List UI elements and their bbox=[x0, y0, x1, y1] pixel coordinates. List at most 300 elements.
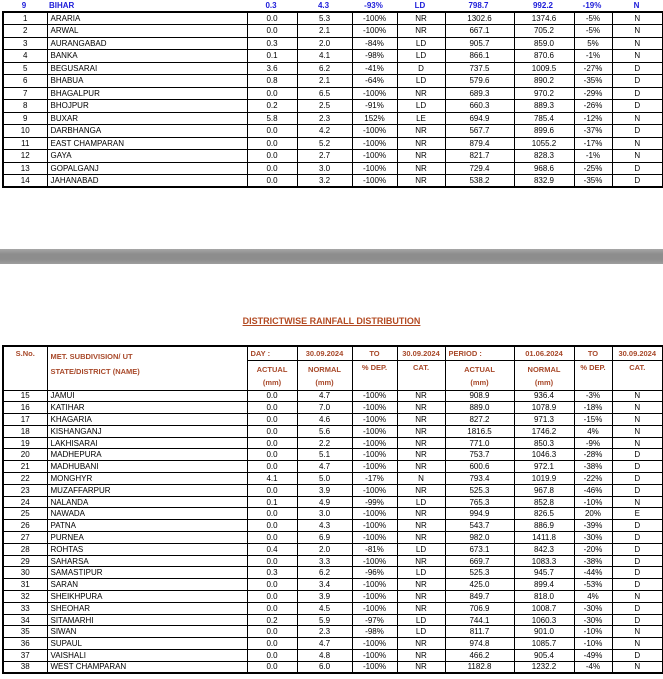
table-row bbox=[3, 591, 663, 603]
data-cell: N bbox=[633, 1, 640, 10]
data-cell: 6.2 bbox=[297, 567, 352, 579]
data-cell: -30% bbox=[574, 614, 612, 626]
header-day-label: DAY : bbox=[247, 346, 297, 360]
data-cell: 0.0 bbox=[247, 162, 297, 175]
serial-number-cell: 34 bbox=[3, 614, 47, 626]
data-cell: -35% bbox=[574, 75, 612, 88]
data-cell: 842.3 bbox=[514, 543, 574, 555]
data-cell: -3% bbox=[574, 390, 612, 402]
data-cell: NR bbox=[397, 25, 445, 38]
header-day-normal bbox=[297, 360, 352, 390]
serial-number-cell: 21 bbox=[3, 461, 47, 473]
data-cell: LD bbox=[397, 75, 445, 88]
data-cell: D bbox=[612, 543, 663, 555]
data-cell: -38% bbox=[574, 555, 612, 567]
data-cell: 994.9 bbox=[445, 508, 514, 520]
data-cell: 0.0 bbox=[247, 661, 297, 673]
districts-table-top-section bbox=[0, 11, 663, 188]
table-row bbox=[3, 532, 663, 544]
data-cell: 737.5 bbox=[445, 62, 514, 75]
data-cell: NR bbox=[397, 402, 445, 414]
data-cell: 0.0 bbox=[247, 484, 297, 496]
data-cell: D bbox=[612, 614, 663, 626]
data-cell: LD bbox=[397, 543, 445, 555]
data-cell: D bbox=[612, 650, 663, 662]
serial-number-cell: 35 bbox=[3, 626, 47, 638]
data-cell: NR bbox=[397, 437, 445, 449]
data-cell: N bbox=[612, 591, 663, 603]
data-cell: 4% bbox=[574, 591, 612, 603]
data-cell: D bbox=[612, 520, 663, 532]
data-cell: 968.6 bbox=[514, 162, 574, 175]
data-cell: 5.2 bbox=[297, 137, 352, 150]
district-name-cell: PURNEA bbox=[47, 532, 247, 544]
table-row bbox=[3, 112, 663, 125]
data-cell: 852.8 bbox=[514, 496, 574, 508]
data-cell: -26% bbox=[574, 100, 612, 113]
data-cell: D bbox=[612, 87, 663, 100]
data-cell: -17% bbox=[574, 137, 612, 150]
serial-number-cell: 25 bbox=[3, 508, 47, 520]
data-cell: E bbox=[612, 508, 663, 520]
data-cell: -100% bbox=[352, 555, 397, 567]
data-cell: 4.7 bbox=[297, 461, 352, 473]
header-period-dep: % DEP. bbox=[574, 360, 612, 390]
unit-label: (mm) bbox=[315, 377, 334, 387]
data-cell: -100% bbox=[352, 437, 397, 449]
data-cell: 811.7 bbox=[445, 626, 514, 638]
data-cell: D bbox=[612, 75, 663, 88]
data-cell: 3.0 bbox=[297, 162, 352, 175]
data-cell: 5.1 bbox=[297, 449, 352, 461]
data-cell: 3.9 bbox=[297, 484, 352, 496]
data-cell: 2.1 bbox=[297, 25, 352, 38]
header-day-to-date: 30.09.2024 bbox=[397, 346, 445, 360]
table-row bbox=[3, 579, 663, 591]
data-cell: 744.1 bbox=[445, 614, 514, 626]
data-cell: 4.2 bbox=[297, 125, 352, 138]
serial-number-cell: 10 bbox=[3, 125, 47, 138]
district-name-cell: SAMASTIPUR bbox=[47, 567, 247, 579]
data-cell: D bbox=[612, 473, 663, 485]
data-cell: 0.1 bbox=[247, 50, 297, 63]
data-cell: 706.9 bbox=[445, 602, 514, 614]
district-name-cell: WEST CHAMPARAN bbox=[47, 661, 247, 673]
data-cell: 0.0 bbox=[247, 87, 297, 100]
data-cell: 4.3 bbox=[297, 520, 352, 532]
data-cell: N bbox=[612, 150, 663, 163]
data-cell: 4.7 bbox=[297, 390, 352, 402]
data-cell: 826.5 bbox=[514, 508, 574, 520]
data-cell: NR bbox=[397, 508, 445, 520]
serial-number-cell: 33 bbox=[3, 602, 47, 614]
data-cell: 1009.5 bbox=[514, 62, 574, 75]
table-row bbox=[3, 50, 663, 63]
data-cell: -96% bbox=[352, 567, 397, 579]
table-row bbox=[3, 555, 663, 567]
data-cell: D bbox=[612, 484, 663, 496]
data-cell: 793.4 bbox=[445, 473, 514, 485]
data-cell: -44% bbox=[574, 567, 612, 579]
data-cell: LD bbox=[397, 37, 445, 50]
data-cell: 152% bbox=[352, 112, 397, 125]
data-cell: 798.7 bbox=[468, 1, 489, 10]
data-cell: -100% bbox=[352, 484, 397, 496]
data-cell: -49% bbox=[574, 650, 612, 662]
data-cell: 0.0 bbox=[247, 602, 297, 614]
data-cell: 0.0 bbox=[247, 137, 297, 150]
data-cell: LD bbox=[397, 626, 445, 638]
district-name-cell: KHAGARIA bbox=[47, 414, 247, 426]
table-row bbox=[3, 75, 663, 88]
data-cell: 660.3 bbox=[445, 100, 514, 113]
district-name-cell: ARARIA bbox=[47, 12, 247, 25]
data-cell: 5.3 bbox=[297, 12, 352, 25]
data-cell: 4.8 bbox=[297, 650, 352, 662]
serial-number-cell: 22 bbox=[3, 473, 47, 485]
data-cell: 0.0 bbox=[247, 650, 297, 662]
data-cell: 901.0 bbox=[514, 626, 574, 638]
data-cell: -1% bbox=[574, 50, 612, 63]
data-cell: N bbox=[612, 437, 663, 449]
data-cell: 0.8 bbox=[247, 75, 297, 88]
table-row bbox=[3, 25, 663, 38]
page-break-bar bbox=[0, 249, 663, 264]
state-summary-section bbox=[0, 0, 663, 11]
data-cell: -100% bbox=[352, 425, 397, 437]
data-cell: N bbox=[612, 425, 663, 437]
serial-number-cell: 3 bbox=[3, 37, 47, 50]
data-cell: 0.0 bbox=[247, 626, 297, 638]
header-day-to-word: TO bbox=[352, 346, 397, 360]
table-row bbox=[3, 414, 663, 426]
data-cell: -30% bbox=[574, 602, 612, 614]
data-cell: 538.2 bbox=[445, 175, 514, 188]
data-cell: -100% bbox=[352, 150, 397, 163]
data-cell: -30% bbox=[574, 532, 612, 544]
serial-number-cell: 9 bbox=[21, 1, 27, 10]
data-cell: 2.5 bbox=[297, 100, 352, 113]
table-row bbox=[3, 437, 663, 449]
table-row bbox=[3, 496, 663, 508]
data-cell: 6.5 bbox=[297, 87, 352, 100]
data-cell: 7.0 bbox=[297, 402, 352, 414]
table-row bbox=[3, 626, 663, 638]
data-cell: 525.3 bbox=[445, 484, 514, 496]
data-cell: -38% bbox=[574, 461, 612, 473]
data-cell: 6.2 bbox=[297, 62, 352, 75]
header-sno: S.No. bbox=[3, 346, 47, 390]
district-name-cell: KISHANGANJ bbox=[47, 425, 247, 437]
data-cell: 970.2 bbox=[514, 87, 574, 100]
data-cell: -100% bbox=[352, 508, 397, 520]
data-cell: LD bbox=[397, 50, 445, 63]
serial-number-cell: 17 bbox=[3, 414, 47, 426]
data-cell: -84% bbox=[352, 37, 397, 50]
data-cell: -98% bbox=[352, 50, 397, 63]
data-cell: LD bbox=[397, 567, 445, 579]
serial-number-cell: 12 bbox=[3, 150, 47, 163]
data-cell: 579.6 bbox=[445, 75, 514, 88]
table-row bbox=[3, 473, 663, 485]
data-cell: NR bbox=[397, 137, 445, 150]
district-name-cell: SHEOHAR bbox=[47, 602, 247, 614]
district-name-cell: EAST CHAMPARAN bbox=[47, 137, 247, 150]
data-cell: N bbox=[612, 496, 663, 508]
data-cell: 0.0 bbox=[247, 579, 297, 591]
data-cell: -10% bbox=[574, 638, 612, 650]
data-cell: NR bbox=[397, 484, 445, 496]
data-cell: 849.7 bbox=[445, 591, 514, 603]
data-cell: D bbox=[612, 62, 663, 75]
data-cell: 4% bbox=[574, 425, 612, 437]
table-row bbox=[3, 638, 663, 650]
data-cell: 905.4 bbox=[514, 650, 574, 662]
serial-number-cell: 38 bbox=[3, 661, 47, 673]
data-cell: LD bbox=[414, 1, 426, 10]
data-cell: 694.9 bbox=[445, 112, 514, 125]
data-cell: -10% bbox=[574, 496, 612, 508]
district-name-cell: ROHTAS bbox=[47, 543, 247, 555]
district-name-cell: LAKHISARAI bbox=[47, 437, 247, 449]
data-cell: -100% bbox=[352, 461, 397, 473]
data-cell: 5.9 bbox=[297, 614, 352, 626]
district-name-cell: DARBHANGA bbox=[47, 125, 247, 138]
table-row bbox=[3, 175, 663, 188]
data-cell: -81% bbox=[352, 543, 397, 555]
data-cell: LD bbox=[397, 614, 445, 626]
data-cell: -91% bbox=[352, 100, 397, 113]
data-cell: 1083.3 bbox=[514, 555, 574, 567]
data-cell: N bbox=[612, 112, 663, 125]
data-cell: D bbox=[612, 555, 663, 567]
data-cell: 886.9 bbox=[514, 520, 574, 532]
serial-number-cell: 30 bbox=[3, 567, 47, 579]
data-cell: N bbox=[612, 414, 663, 426]
district-name-cell: BHABUA bbox=[47, 75, 247, 88]
data-cell: 753.7 bbox=[445, 449, 514, 461]
district-name-cell: SARAN bbox=[47, 579, 247, 591]
data-cell: N bbox=[612, 25, 663, 38]
data-cell: -99% bbox=[352, 496, 397, 508]
district-name-cell: BHOJPUR bbox=[47, 100, 247, 113]
district-name-cell: GOPALGANJ bbox=[47, 162, 247, 175]
data-cell: D bbox=[612, 461, 663, 473]
whitespace-gap bbox=[0, 264, 663, 315]
header-period-from-date: 01.06.2024 bbox=[514, 346, 574, 360]
serial-number-cell: 18 bbox=[3, 425, 47, 437]
data-cell: 0.0 bbox=[247, 520, 297, 532]
data-cell: -97% bbox=[352, 614, 397, 626]
data-cell: 1816.5 bbox=[445, 425, 514, 437]
table-row bbox=[3, 484, 663, 496]
data-cell: -100% bbox=[352, 87, 397, 100]
data-cell: 818.0 bbox=[514, 591, 574, 603]
data-cell: -25% bbox=[574, 162, 612, 175]
district-name-cell: KATIHAR bbox=[47, 402, 247, 414]
data-cell: -17% bbox=[352, 473, 397, 485]
table-row bbox=[3, 87, 663, 100]
data-cell: N bbox=[612, 626, 663, 638]
data-cell: -15% bbox=[574, 414, 612, 426]
data-cell: 0.0 bbox=[247, 461, 297, 473]
table-row bbox=[3, 650, 663, 662]
data-cell: 6.9 bbox=[297, 532, 352, 544]
serial-number-cell: 36 bbox=[3, 638, 47, 650]
data-cell: 0.0 bbox=[247, 555, 297, 567]
serial-number-cell: 37 bbox=[3, 650, 47, 662]
data-cell: 0.1 bbox=[247, 496, 297, 508]
data-cell: 967.8 bbox=[514, 484, 574, 496]
data-cell: 0.2 bbox=[247, 100, 297, 113]
district-name-cell: SAHARSA bbox=[47, 555, 247, 567]
data-cell: 2.1 bbox=[297, 75, 352, 88]
data-cell: -39% bbox=[574, 520, 612, 532]
data-cell: 0.0 bbox=[247, 425, 297, 437]
district-name-cell: VAISHALI bbox=[47, 650, 247, 662]
data-cell: -41% bbox=[352, 62, 397, 75]
col-label: ACTUAL bbox=[256, 364, 288, 374]
data-cell: 4.3 bbox=[317, 1, 330, 10]
header-day-from-date: 30.09.2024 bbox=[297, 346, 352, 360]
data-cell: 20% bbox=[574, 508, 612, 520]
data-cell: 0.0 bbox=[247, 390, 297, 402]
data-cell: D bbox=[612, 602, 663, 614]
data-cell: 6.0 bbox=[297, 661, 352, 673]
data-cell: 2.3 bbox=[297, 112, 352, 125]
data-cell: 936.4 bbox=[514, 390, 574, 402]
data-cell: NR bbox=[397, 591, 445, 603]
data-cell: 2.0 bbox=[297, 37, 352, 50]
data-cell: 0.0 bbox=[247, 437, 297, 449]
data-cell: NR bbox=[397, 425, 445, 437]
data-cell: 0.3 bbox=[265, 1, 277, 10]
data-cell: 543.7 bbox=[445, 520, 514, 532]
header-period-actual bbox=[445, 360, 514, 390]
data-cell: 771.0 bbox=[445, 437, 514, 449]
data-cell: NR bbox=[397, 12, 445, 25]
data-cell: -100% bbox=[352, 12, 397, 25]
data-cell: 5.0 bbox=[297, 473, 352, 485]
data-cell: NR bbox=[397, 390, 445, 402]
district-name-cell: GAYA bbox=[47, 150, 247, 163]
district-name-cell: AURANGABAD bbox=[47, 37, 247, 50]
data-cell: 0.0 bbox=[247, 175, 297, 188]
data-cell: 673.1 bbox=[445, 543, 514, 555]
serial-number-cell: 28 bbox=[3, 543, 47, 555]
data-cell: -1% bbox=[574, 150, 612, 163]
data-cell: 600.6 bbox=[445, 461, 514, 473]
data-cell: NR bbox=[397, 520, 445, 532]
data-cell: NR bbox=[397, 125, 445, 138]
district-name-cell: BIHAR bbox=[49, 1, 75, 10]
data-cell: 4.9 bbox=[297, 496, 352, 508]
serial-number-cell: 11 bbox=[3, 137, 47, 150]
table-row bbox=[3, 508, 663, 520]
header-day-dep: % DEP. bbox=[352, 360, 397, 390]
data-cell: -37% bbox=[574, 125, 612, 138]
data-cell: -100% bbox=[352, 661, 397, 673]
report-title: DISTRICTWISE RAINFALL DISTRIBUTION bbox=[242, 316, 421, 326]
data-cell: -9% bbox=[574, 437, 612, 449]
table-row bbox=[3, 567, 663, 579]
data-cell: 0.3 bbox=[247, 37, 297, 50]
data-cell: 821.7 bbox=[445, 150, 514, 163]
data-cell: 425.0 bbox=[445, 579, 514, 591]
data-cell: 1046.3 bbox=[514, 449, 574, 461]
data-cell: -100% bbox=[352, 125, 397, 138]
data-cell: N bbox=[612, 661, 663, 673]
data-cell: N bbox=[612, 137, 663, 150]
data-cell: D bbox=[612, 100, 663, 113]
data-cell: NR bbox=[397, 162, 445, 175]
table-row bbox=[3, 402, 663, 414]
district-name-cell: SUPAUL bbox=[47, 638, 247, 650]
header-period-label: PERIOD : bbox=[445, 346, 514, 360]
data-cell: 705.2 bbox=[514, 25, 574, 38]
data-cell: 0.0 bbox=[247, 125, 297, 138]
data-cell: 2.3 bbox=[297, 626, 352, 638]
serial-number-cell: 8 bbox=[3, 100, 47, 113]
data-cell: 5.6 bbox=[297, 425, 352, 437]
data-cell: 905.7 bbox=[445, 37, 514, 50]
data-cell: 3.3 bbox=[297, 555, 352, 567]
table-row bbox=[3, 150, 663, 163]
data-cell: -35% bbox=[574, 175, 612, 188]
data-cell: 0.0 bbox=[247, 25, 297, 38]
data-cell: 785.4 bbox=[514, 112, 574, 125]
data-cell: 0.2 bbox=[247, 614, 297, 626]
data-cell: 992.2 bbox=[532, 1, 554, 10]
data-cell: NR bbox=[397, 532, 445, 544]
data-cell: -18% bbox=[574, 402, 612, 414]
data-cell: 0.3 bbox=[247, 567, 297, 579]
data-cell: -5% bbox=[574, 12, 612, 25]
whitespace-gap bbox=[0, 188, 663, 249]
data-cell: -100% bbox=[352, 414, 397, 426]
data-cell: D bbox=[612, 532, 663, 544]
data-cell: 765.3 bbox=[445, 496, 514, 508]
district-name-cell: PATNA bbox=[47, 520, 247, 532]
whitespace-gap bbox=[0, 327, 663, 345]
header-day-actual bbox=[247, 360, 297, 390]
data-cell: -100% bbox=[352, 591, 397, 603]
table-row bbox=[3, 100, 663, 113]
data-cell: -46% bbox=[574, 484, 612, 496]
data-cell: -100% bbox=[352, 650, 397, 662]
data-cell: 982.0 bbox=[445, 532, 514, 544]
serial-number-cell: 5 bbox=[3, 62, 47, 75]
data-cell: 899.6 bbox=[514, 125, 574, 138]
data-cell: 1078.9 bbox=[514, 402, 574, 414]
data-cell: -100% bbox=[352, 175, 397, 188]
header-subdivision-line2: STATE/DISTRICT (NAME) bbox=[50, 367, 140, 376]
header-period-normal bbox=[514, 360, 574, 390]
header-day-cat: CAT. bbox=[397, 360, 445, 390]
data-cell: 1055.2 bbox=[514, 137, 574, 150]
data-cell: -100% bbox=[352, 638, 397, 650]
data-cell: NR bbox=[397, 461, 445, 473]
data-cell: N bbox=[612, 50, 663, 63]
data-cell: N bbox=[612, 390, 663, 402]
data-cell: 870.6 bbox=[514, 50, 574, 63]
district-name-cell: BHAGALPUR bbox=[47, 87, 247, 100]
serial-number-cell: 29 bbox=[3, 555, 47, 567]
data-cell: 974.8 bbox=[445, 638, 514, 650]
data-cell: -22% bbox=[574, 473, 612, 485]
data-cell: 5.8 bbox=[247, 112, 297, 125]
district-name-cell: BANKA bbox=[47, 50, 247, 63]
